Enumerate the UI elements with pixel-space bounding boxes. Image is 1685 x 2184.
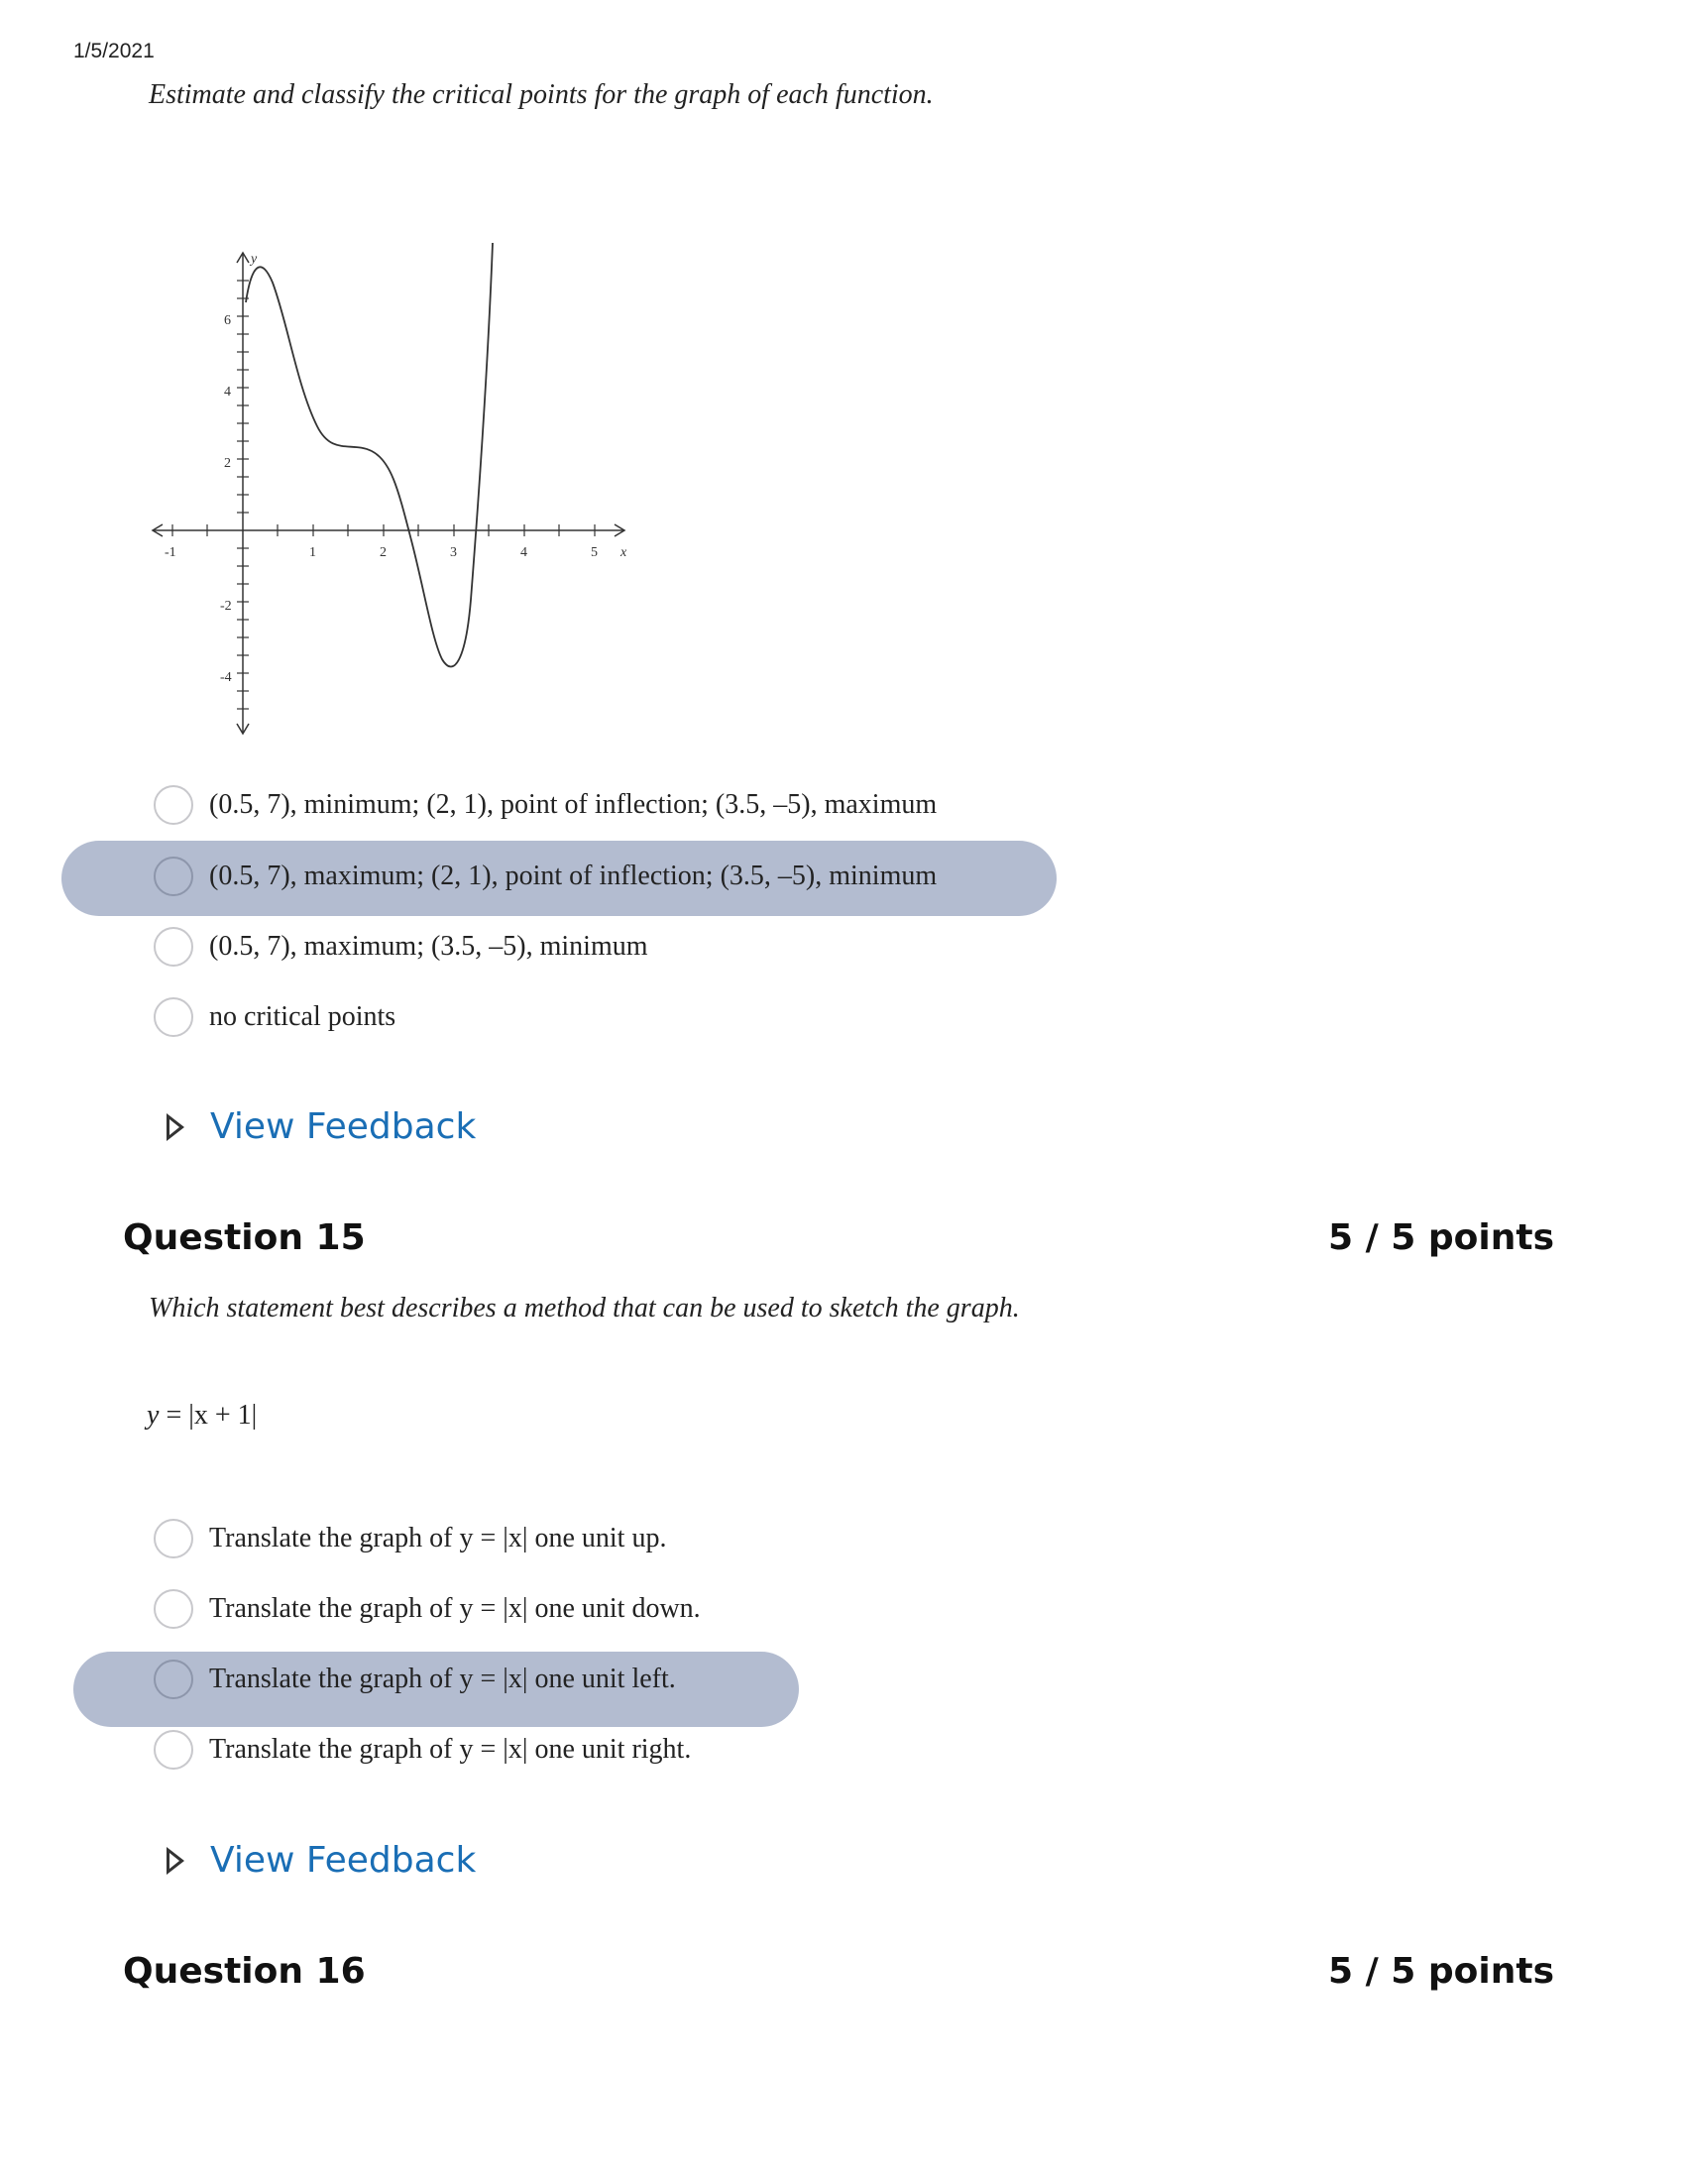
option-label: Translate the graph of y = |x| one unit right. (209, 1734, 692, 1765)
radio-button[interactable] (154, 927, 193, 967)
q14-prompt: Estimate and classify the critical points for the graph of each function. (149, 79, 934, 110)
q14-view-feedback[interactable] (167, 1106, 476, 1147)
equation-rhs: = |x + 1| (159, 1400, 258, 1431)
option-label: (0.5, 7), maximum; (2, 1), point of inflection; (3.5, –5), minimum (209, 861, 938, 891)
option-label: Translate the graph of y = |x| one unit up. (209, 1523, 667, 1553)
q14-option-3[interactable] (154, 923, 648, 971)
view-feedback-link[interactable]: View Feedback (210, 1840, 477, 1881)
equation-lhs: y (147, 1400, 160, 1431)
x-tick-label: 1 (309, 545, 316, 560)
expand-triangle-icon (167, 1847, 184, 1875)
q15-prompt: Which statement best describes a method that can be used to sketch the graph. (149, 1293, 1020, 1323)
radio-button[interactable] (154, 785, 193, 825)
radio-button[interactable] (154, 857, 193, 896)
view-feedback-link[interactable]: View Feedback (210, 1106, 477, 1147)
option-label: Translate the graph of y = |x| one unit down. (209, 1593, 701, 1624)
graph-svg (139, 243, 654, 744)
function-graph (139, 243, 654, 744)
x-tick-label: 3 (450, 545, 457, 560)
q15-option-2[interactable] (154, 1585, 701, 1633)
function-curve (246, 243, 493, 667)
x-tick-label: 2 (380, 545, 387, 560)
y-tick-label: -2 (220, 599, 232, 614)
print-date: 1/5/2021 (73, 40, 155, 62)
y-tick-label: 6 (224, 313, 231, 328)
q15-option-4[interactable] (154, 1726, 691, 1774)
radio-button[interactable] (154, 1519, 193, 1558)
x-tick-label: -1 (165, 545, 176, 560)
q16-title: Question 16 (123, 1951, 366, 1992)
y-axis-label: y (251, 252, 258, 267)
q15-points: 5 / 5 points (1328, 1217, 1554, 1258)
q16-points: 5 / 5 points (1328, 1951, 1554, 1992)
radio-button[interactable] (154, 997, 193, 1037)
radio-button[interactable] (154, 1730, 193, 1770)
y-tick-label: 2 (224, 456, 231, 471)
expand-triangle-icon (167, 1113, 184, 1141)
q15-view-feedback[interactable] (167, 1840, 476, 1881)
option-label: Translate the graph of y = |x| one unit left. (209, 1664, 676, 1694)
option-label: (0.5, 7), maximum; (3.5, –5), minimum (209, 931, 648, 962)
x-axis-label: x (620, 545, 627, 560)
radio-button[interactable] (154, 1589, 193, 1629)
option-label: no critical points (209, 1001, 396, 1032)
y-tick-label: -4 (220, 670, 232, 685)
q15-option-3[interactable] (154, 1656, 676, 1703)
y-tick-label: 4 (224, 385, 231, 400)
q14-option-2[interactable] (154, 853, 937, 900)
radio-button[interactable] (154, 1660, 193, 1699)
q15-title: Question 15 (123, 1217, 366, 1258)
q15-equation (147, 1400, 257, 1432)
x-tick-label: 4 (520, 545, 527, 560)
q14-option-1[interactable] (154, 781, 937, 829)
x-tick-label: 5 (591, 545, 598, 560)
option-label: (0.5, 7), minimum; (2, 1), point of inflection; (3.5, –5), maximum (209, 789, 938, 820)
q15-option-1[interactable] (154, 1515, 666, 1562)
q14-option-4[interactable] (154, 993, 395, 1041)
